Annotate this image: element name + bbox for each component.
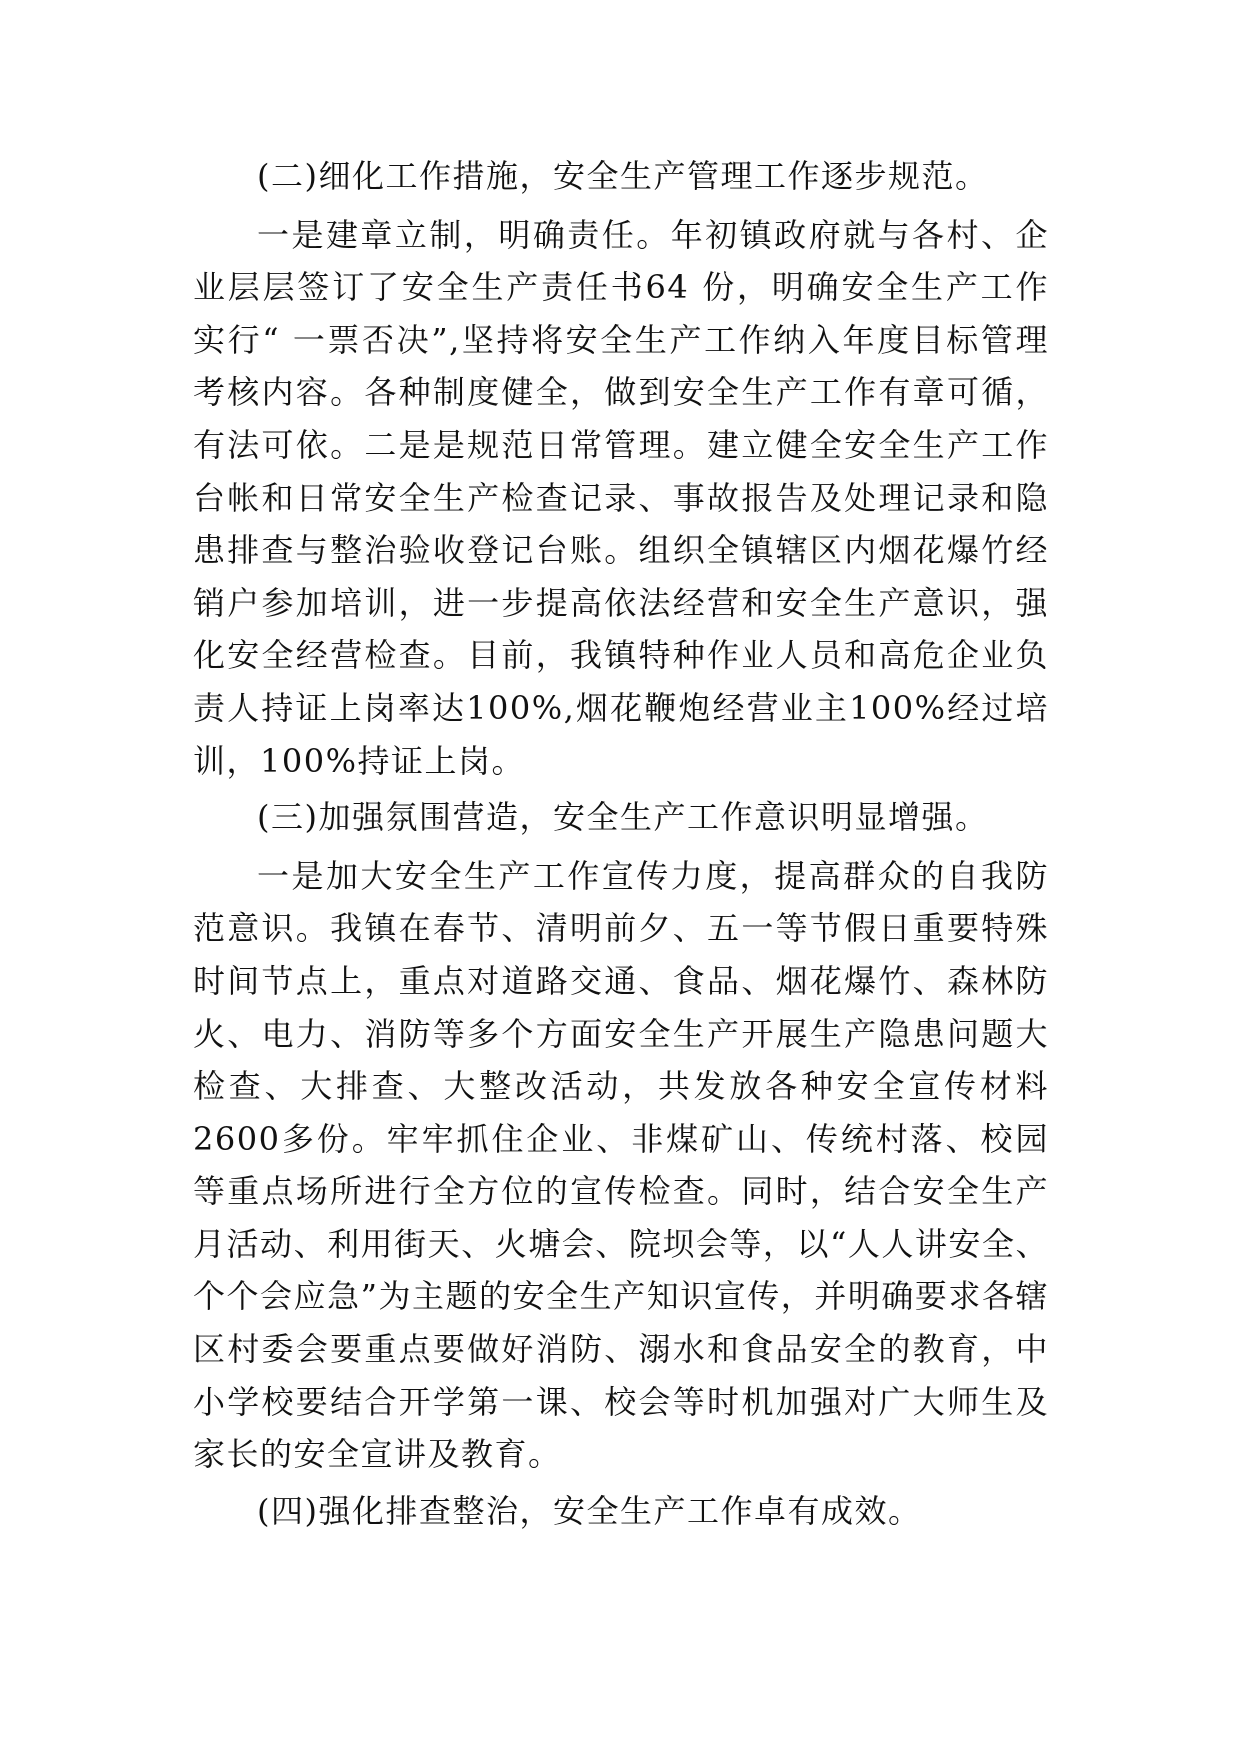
section-heading-3: (三)加强氛围营造，安全生产工作意识明显增强。 <box>257 798 989 837</box>
paragraph-responsibility: 一是建章立制，明确责任。年初镇政府就与各村、企业层层签订了安全生产责任书64 份，明确安全生产工作实行“ 一票否决”,坚持将安全生产工作纳入年度目标管理考核内容。各种制度健全，做到安全生产工作有章可循，有法可依。二是是规范日常管理。建立健全安全生产工作台帐和日常安全生产检查记录、事故报告及处理记录和隐患排查与整治验收登记台账。组织全镇辖区内烟花爆竹经销户参加培训，进一步提高依法经营和安全生产意识，强化安全经营检查。目前，我镇特种作业人员和高危企业负责人持证上岗率达100%,烟花鞭炮经营业主100%经过培训，100%持证上岗。 <box>193 215 1049 780</box>
paragraph-publicity: 一是加大安全生产工作宣传力度，提高群众的自我防范意识。我镇在春节、清明前夕、五一等节假日重要特殊时间节点上，重点对道路交通、食品、烟花爆竹、森林防火、电力、消防等多个方面安全生产开展生产隐患问题大检查、大排查、大整改活动，共发放各种安全宣传材料2600多份。牢牢抓住企业、非煤矿山、传统村落、校园等重点场所进行全方位的宣传检查。同时，结合安全生产月活动、利用街天、火塘会、院坝会等，以“人人讲安全、个个会应急”为主题的安全生产知识宣传，并明确要求各辖区村委会要重点要做好消防、溺水和食品安全的教育，中小学校要结合开学第一课、校会等时机加强对广大师生及家长的安全宣讲及教育。 <box>193 856 1049 1474</box>
document-body <box>193 150 1049 1543</box>
section-heading-2: (二)细化工作措施，安全生产管理工作逐步规范。 <box>257 157 989 195</box>
section-heading-4: (四)强化排查整治，安全生产工作卓有成效。 <box>257 1491 922 1530</box>
